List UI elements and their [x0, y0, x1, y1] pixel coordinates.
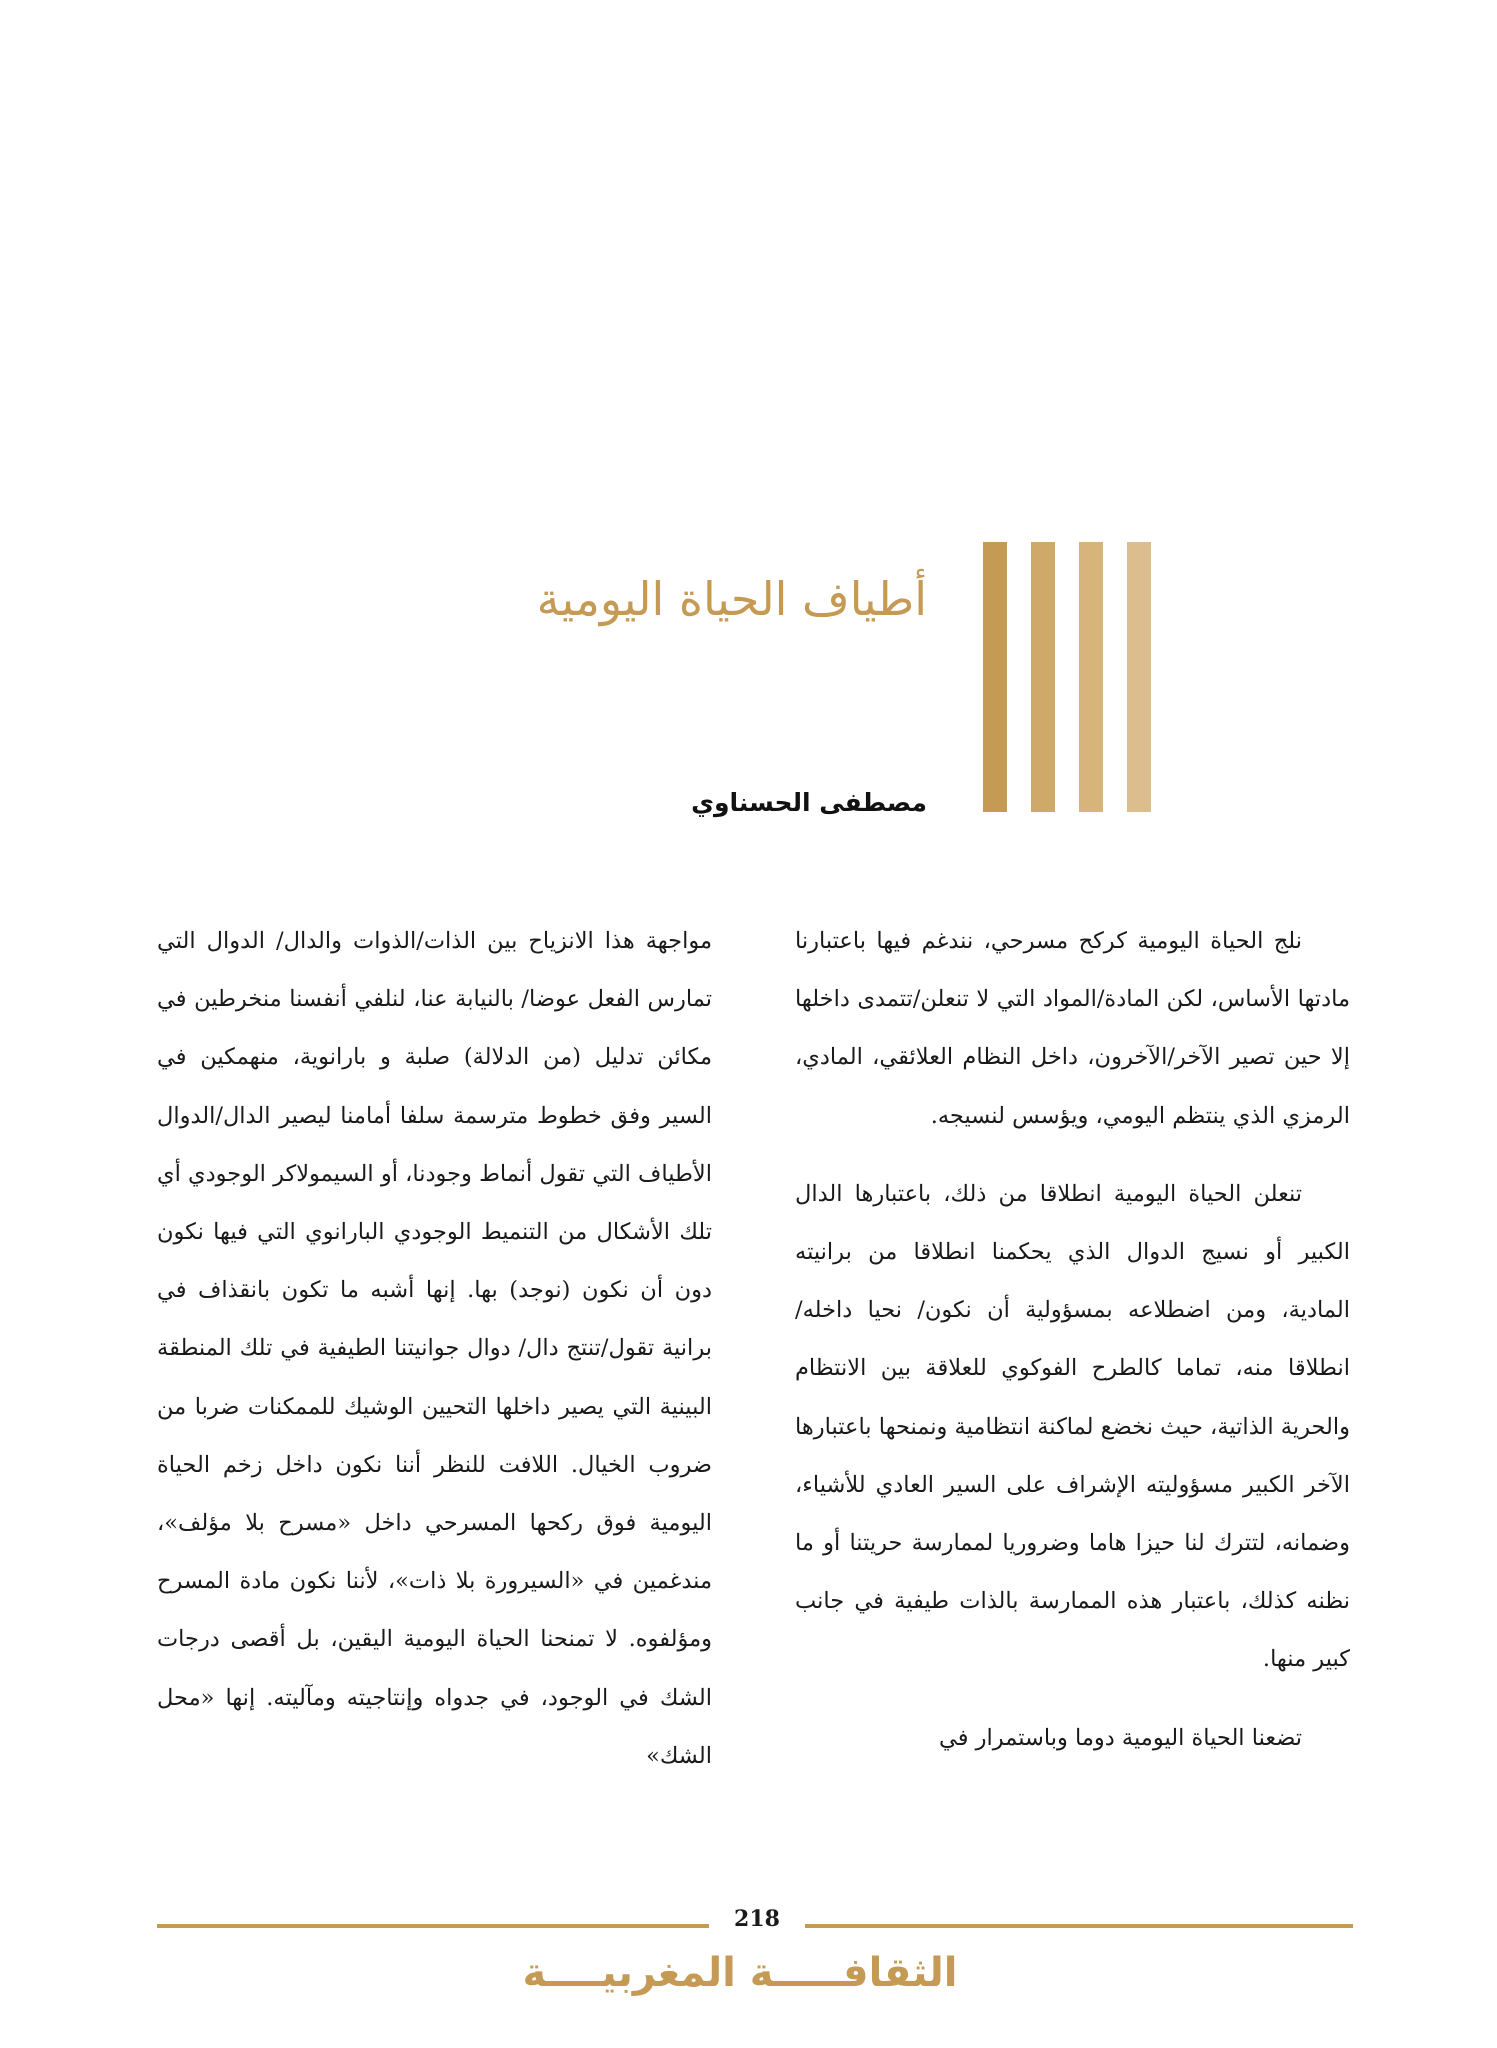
paragraph: تنعلن الحياة اليومية انطلاقا من ذلك، باعتبارها الدال الكبير أو نسيج الدوال الذي يحكمنا انطلاقا من برانيته المادية، ومن اضطلاعه بمسؤولية أن نكون/ نحيا داخله/ انطلاقا منه، تماما كالطرح الفوكوي للعلاقة بين الانتظام والحرية الذاتية، حيث نخضع لماكنة انتظامية ونمنحها باعتبارها الآخر الكبير مسؤوليته الإشراف على السير العادي للأشياء، وضمانه، لتترك لنا حيزا هاما وضروريا لممارسة حريتنا أو ما نظنه كذلك، باعتبار هذه الممارسة بالذات طيفية في جانب كبير منها. [795, 1180, 1350, 1673]
paragraph: نلج الحياة اليومية كركح مسرحي، نندغم فيها باعتبارنا مادتها الأساس، لكن المادة/المواد التي لا تنعلن/تتمدى داخلها إلا حين تصير الآخر/الآخرون، داخل النظام العلائقي، المادي، الرمزي الذي ينتظم اليومي، ويؤسس لنسيجه. [795, 928, 1350, 1129]
stripe-4 [1127, 542, 1151, 812]
stripe-3 [1079, 542, 1103, 812]
paragraph: مواجهة هذا الانزياح بين الذات/الذوات والدال/ الدوال التي تمارس الفعل عوضا/ بالنيابة عنا، لنلفي أنفسنا منخرطين في مكائن تدليل (من الدلالة) صلبة و بارانوية، منهمكين في السير وفق خطوط مترسمة سلفا أمامنا ليصير الدال/الدوال الأطياف التي تقول أنماط وجودنا، أو السيمولاكر الوجودي أي تلك الأشكال من التنميط الوجودي البارانوي التي فيها نكون دون أن نكون (نوجد) بها. إنها أشبه ما تكون بانقذاف في برانية تقول/تنتج دال/ دوال جوانيتنا الطيفية في تلك المنطقة البينية التي يصير داخلها التحيين الوشيك للممكنات ضربا من ضروب الخيال. اللافت للنظر أننا نكون داخل زخم الحياة اليومية فوق ركحها المسرحي داخل «مسرح بلا مؤلف»، مندغمين في «السيرورة بلا ذات»، لأننا نكون مادة المسرح ومؤلفوه. لا تمنحنا الحياة اليومية اليقين، بل أقصى درجات الشك في الوجود، في جدواه وإنتاجيته ومآليته. إنها «محل الشك» [157, 928, 712, 1769]
article-author: مصطفى الحسناوي [691, 788, 927, 817]
text-column-right [795, 912, 1350, 1912]
magazine-name: الثقافـــــة المغربيــــة [522, 1950, 958, 1996]
article-title: أطياف الحياة اليومية [536, 572, 927, 626]
text-column-left [157, 912, 712, 1912]
stripe-1 [983, 542, 1007, 812]
paragraph: تضعنا الحياة اليومية دوما وباستمرار في [939, 1724, 1302, 1751]
footer-rule-left [157, 1924, 709, 1928]
footer-rule-right [805, 1924, 1353, 1928]
page-number: 218 [734, 1906, 780, 1932]
stripe-2 [1031, 542, 1055, 812]
decorative-stripes [983, 542, 1153, 812]
